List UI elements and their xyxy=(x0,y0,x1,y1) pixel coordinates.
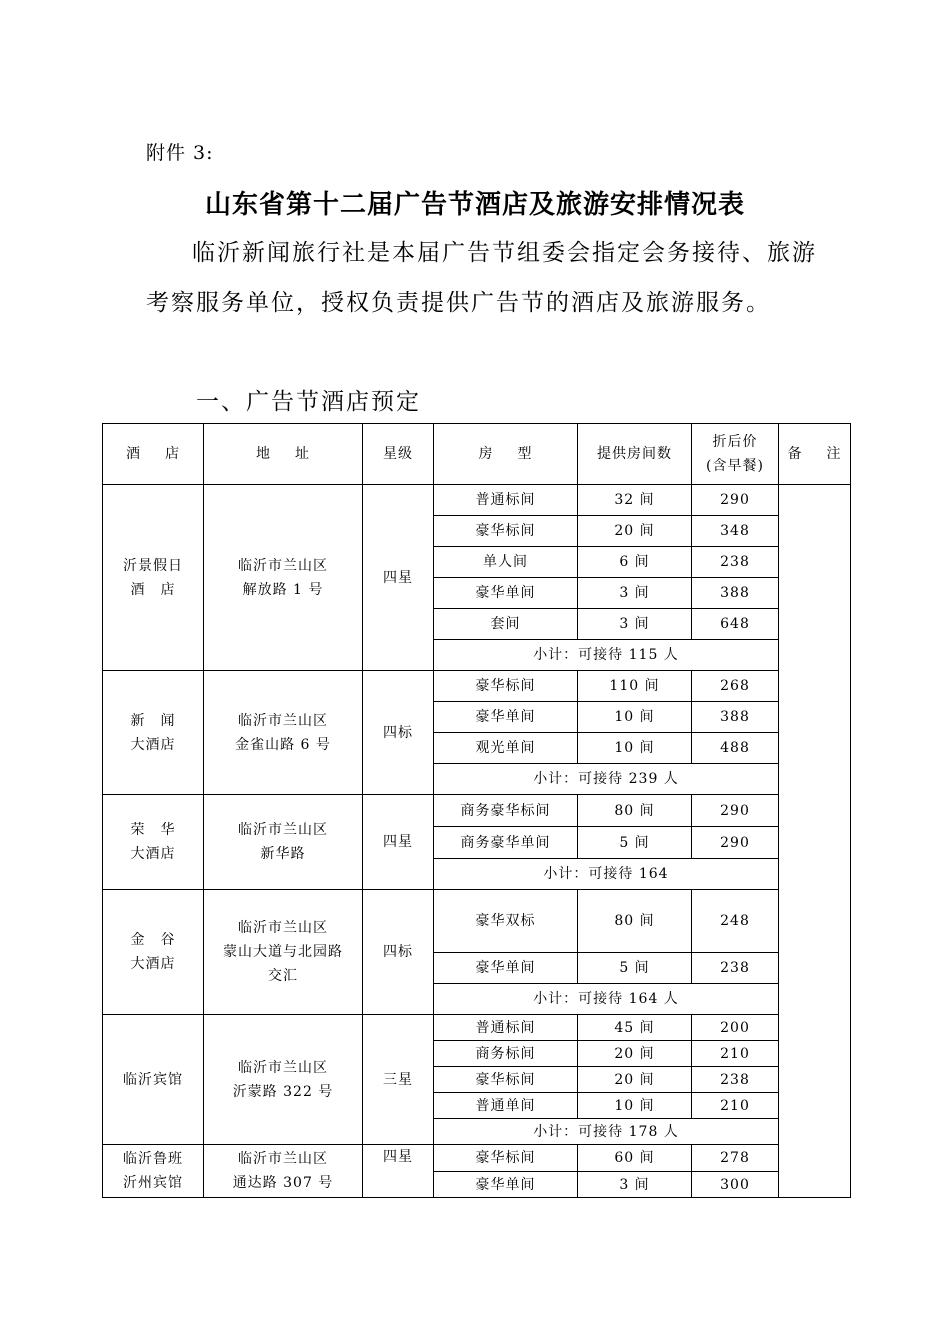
room-count: 20 间 xyxy=(578,1067,692,1093)
table-row xyxy=(103,485,851,516)
hotel-star: 四星 xyxy=(363,795,434,890)
intro-text: 临沂新闻旅行社是本届广告节组委会指定会务接待、旅游考察服务单位，授权负责提供广告节的酒店及旅游服务。 xyxy=(146,240,817,316)
hotel-name: 荣 华 大酒店 xyxy=(103,795,204,890)
room-price: 238 xyxy=(692,547,779,578)
room-price: 248 xyxy=(692,890,779,953)
room-price: 290 xyxy=(692,827,779,859)
room-type: 商务豪华标间 xyxy=(434,795,578,827)
room-type: 豪华单间 xyxy=(434,702,578,733)
room-count: 3 间 xyxy=(578,1172,692,1198)
room-price: 300 xyxy=(692,1172,779,1198)
room-count: 10 间 xyxy=(578,1093,692,1119)
hotel-name: 临沂宾馆 xyxy=(103,1015,204,1145)
room-count: 45 间 xyxy=(578,1015,692,1041)
hotel-table xyxy=(102,423,851,1198)
room-type: 商务豪华单间 xyxy=(434,827,578,859)
room-price: 210 xyxy=(692,1093,779,1119)
room-type: 豪华双标 xyxy=(434,890,578,953)
room-type: 豪华单间 xyxy=(434,953,578,984)
header-note: 备 注 xyxy=(779,424,851,485)
room-count: 5 间 xyxy=(578,953,692,984)
room-price: 488 xyxy=(692,733,779,764)
room-price: 290 xyxy=(692,485,779,516)
hotel-address: 临沂市兰山区 新华路 xyxy=(204,795,363,890)
header-room-count: 提供房间数 xyxy=(578,424,692,485)
room-price: 238 xyxy=(692,953,779,984)
room-price: 290 xyxy=(692,795,779,827)
hotel-address: 临沂市兰山区 解放路 1 号 xyxy=(204,485,363,671)
hotel-address: 临沂市兰山区 沂蒙路 322 号 xyxy=(204,1015,363,1145)
intro-paragraph xyxy=(146,228,826,328)
room-count: 80 间 xyxy=(578,795,692,827)
header-price: 折后价 (含早餐) xyxy=(692,424,779,485)
room-count: 10 间 xyxy=(578,702,692,733)
header-address: 地 址 xyxy=(204,424,363,485)
room-price: 200 xyxy=(692,1015,779,1041)
room-count: 80 间 xyxy=(578,890,692,953)
room-type: 普通标间 xyxy=(434,485,578,516)
room-type: 单人间 xyxy=(434,547,578,578)
room-type: 普通标间 xyxy=(434,1015,578,1041)
table-row xyxy=(103,795,851,827)
room-count: 110 间 xyxy=(578,671,692,702)
page-title: 山东省第十二届广告节酒店及旅游安排情况表 xyxy=(204,190,745,220)
table-row xyxy=(103,1015,851,1041)
hotel-address: 临沂市兰山区 通达路 307 号 xyxy=(204,1145,363,1198)
hotel-name: 金 谷 大酒店 xyxy=(103,890,204,1015)
hotel-name: 沂景假日 酒 店 xyxy=(103,485,204,671)
room-price: 210 xyxy=(692,1041,779,1067)
room-count: 32 间 xyxy=(578,485,692,516)
hotel-star: 四星 xyxy=(363,485,434,671)
subtotal: 小计：可接待 164 人 xyxy=(434,984,779,1015)
room-count: 10 间 xyxy=(578,733,692,764)
table-row xyxy=(103,671,851,702)
room-type: 豪华标间 xyxy=(434,1145,578,1172)
header-room-type: 房 型 xyxy=(434,424,578,485)
hotel-star: 三星 xyxy=(363,1015,434,1145)
room-type: 观光单间 xyxy=(434,733,578,764)
room-price: 278 xyxy=(692,1145,779,1172)
hotel-star: 四标 xyxy=(363,671,434,795)
room-price: 648 xyxy=(692,609,779,640)
room-count: 6 间 xyxy=(578,547,692,578)
attachment-label: 附件 3: xyxy=(146,142,214,164)
header-star: 星级 xyxy=(363,424,434,485)
room-price: 388 xyxy=(692,578,779,609)
room-type: 豪华标间 xyxy=(434,1067,578,1093)
room-count: 20 间 xyxy=(578,516,692,547)
room-type: 豪华单间 xyxy=(434,578,578,609)
hotel-address: 临沂市兰山区 蒙山大道与北园路 交汇 xyxy=(204,890,363,1015)
hotel-name: 临沂鲁班 沂州宾馆 xyxy=(103,1145,204,1198)
table-row xyxy=(103,890,851,953)
room-type: 豪华标间 xyxy=(434,671,578,702)
header-hotel: 酒 店 xyxy=(103,424,204,485)
room-type: 豪华标间 xyxy=(434,516,578,547)
room-price: 348 xyxy=(692,516,779,547)
subtotal: 小计：可接待 239 人 xyxy=(434,764,779,795)
table-header-row xyxy=(103,424,851,485)
room-price: 238 xyxy=(692,1067,779,1093)
subtotal: 小计：可接待 164 xyxy=(434,859,779,890)
subtotal: 小计：可接待 115 人 xyxy=(434,640,779,671)
room-type: 普通单间 xyxy=(434,1093,578,1119)
note-cell xyxy=(779,485,851,1198)
room-count: 3 间 xyxy=(578,578,692,609)
hotel-star: 四星 xyxy=(363,1145,434,1198)
room-type: 豪华单间 xyxy=(434,1172,578,1198)
hotel-address: 临沂市兰山区 金雀山路 6 号 xyxy=(204,671,363,795)
room-count: 20 间 xyxy=(578,1041,692,1067)
room-count: 60 间 xyxy=(578,1145,692,1172)
room-price: 268 xyxy=(692,671,779,702)
room-type: 套间 xyxy=(434,609,578,640)
table-row xyxy=(103,1145,851,1172)
section-heading: 一、广告节酒店预定 xyxy=(196,389,421,415)
subtotal: 小计：可接待 178 人 xyxy=(434,1119,779,1145)
hotel-star: 四标 xyxy=(363,890,434,1015)
room-count: 5 间 xyxy=(578,827,692,859)
room-price: 388 xyxy=(692,702,779,733)
room-count: 3 间 xyxy=(578,609,692,640)
room-type: 商务标间 xyxy=(434,1041,578,1067)
hotel-name: 新 闻 大酒店 xyxy=(103,671,204,795)
